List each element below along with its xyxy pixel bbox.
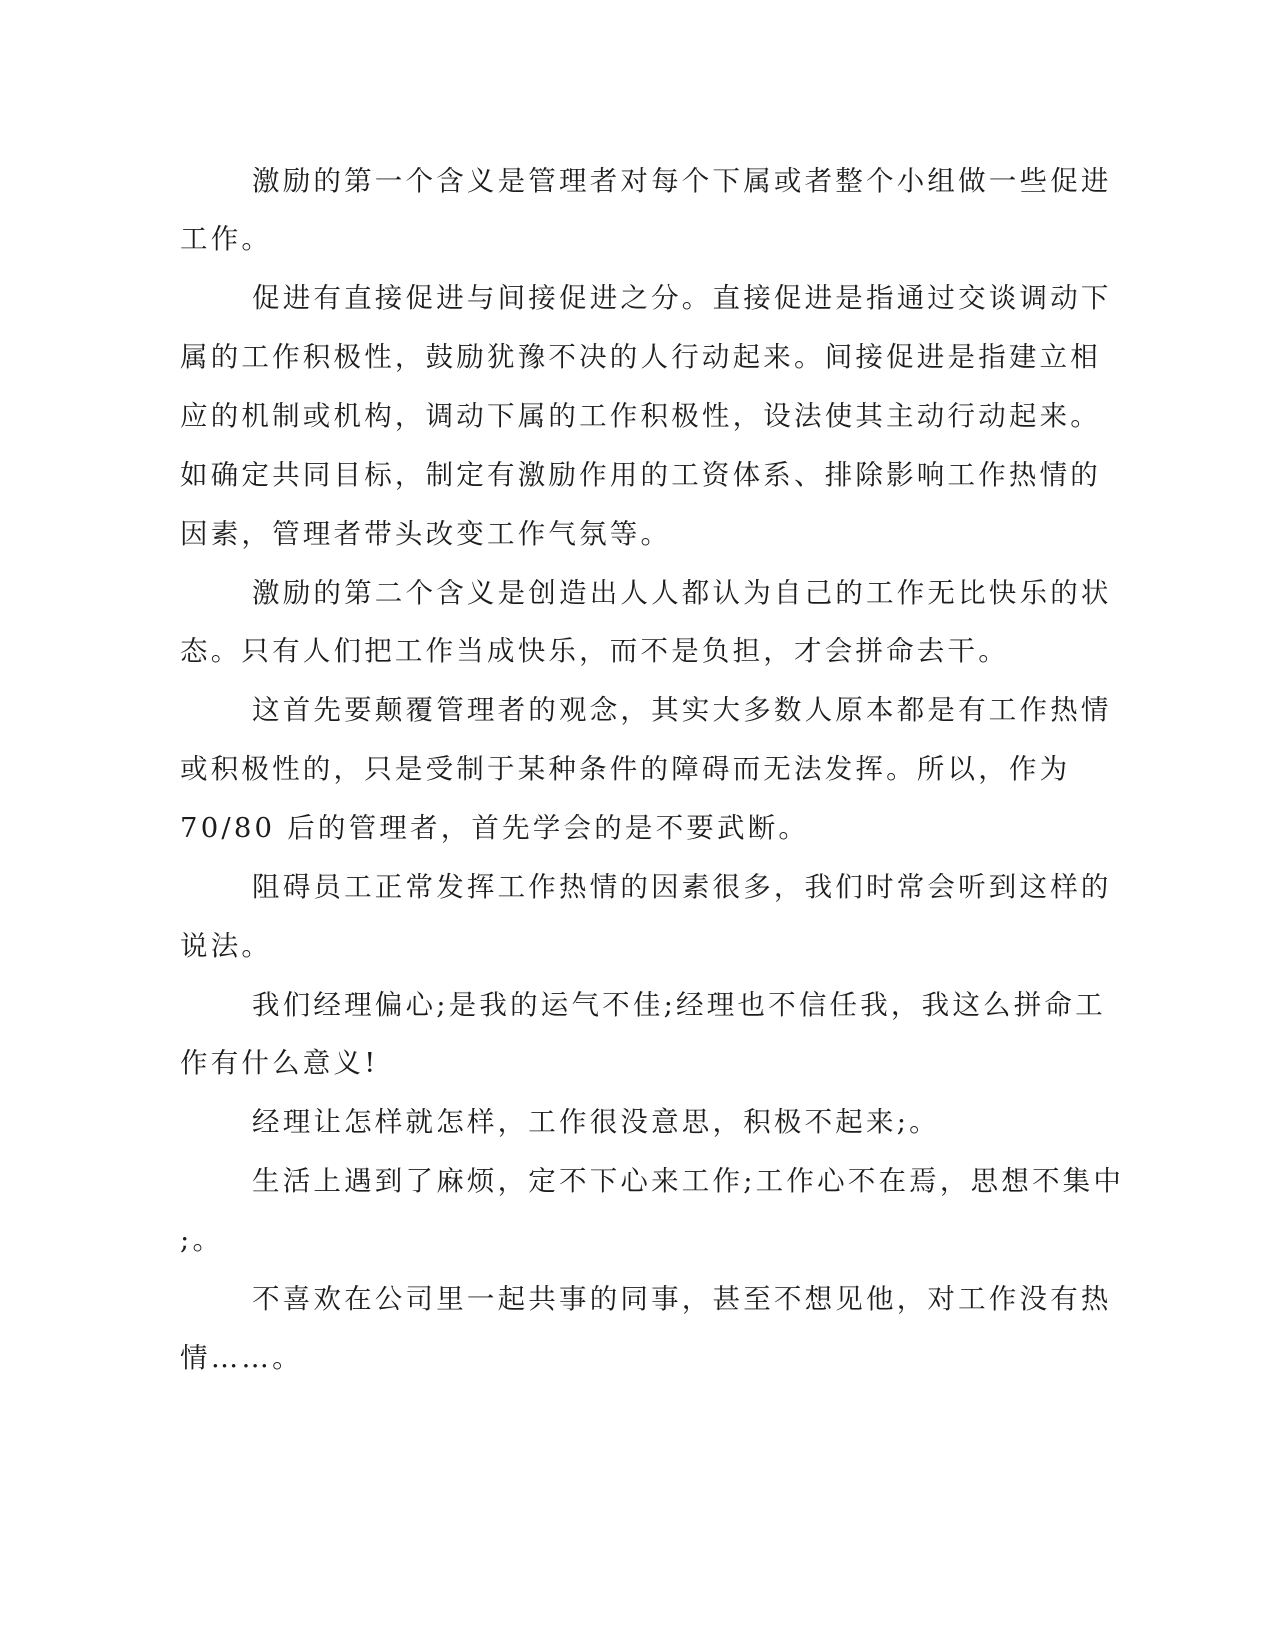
text-line: ;。 [180,1224,224,1256]
text-line: 激励的第一个含义是管理者对每个下属或者整个小组做一些促进 [252,165,1112,197]
text-line: 或积极性的，只是受制于某种条件的障碍而无法发挥。所以，作为 [180,753,1071,785]
text-line: 生活上遇到了麻烦，定不下心来工作;工作心不在焉，思想不集中 [252,1165,1125,1197]
text-line: 70/80 后的管理者，首先学会的是不要武断。 [180,812,810,844]
text-line: 经理让怎样就怎样，工作很没意思，积极不起来;。 [252,1106,940,1138]
text-line: 态。只有人们把工作当成快乐，而不是负担，才会拼命去干。 [180,635,1009,667]
text-line: 促进有直接促进与间接促进之分。直接促进是指通过交谈调动下 [252,282,1112,314]
text-line: 如确定共同目标，制定有激励作用的工资体系、排除影响工作热情的 [180,459,1101,491]
text-line: 属的工作积极性，鼓励犹豫不决的人行动起来。间接促进是指建立相 [180,341,1101,373]
text-line: 说法。 [180,930,273,962]
text-line: 阻碍员工正常发挥工作热情的因素很多，我们时常会听到这样的 [252,871,1112,903]
text-line: 这首先要颠覆管理者的观念，其实大多数人原本都是有工作热情 [252,694,1112,726]
text-line: 应的机制或机构，调动下属的工作积极性，设法使其主动行动起来。 [180,400,1101,432]
text-line: 不喜欢在公司里一起共事的同事，甚至不想见他，对工作没有热 [252,1283,1112,1315]
text-line: 因素，管理者带头改变工作气氛等。 [180,518,672,550]
text-line: 我们经理偏心;是我的运气不佳;经理也不信任我，我这么拼命工 [252,989,1106,1021]
text-line: 作有什么意义! [180,1047,379,1079]
text-line: 情……。 [180,1342,303,1374]
text-line: 激励的第二个含义是创造出人人都认为自己的工作无比快乐的状 [252,577,1112,609]
text-line: 工作。 [180,223,273,255]
